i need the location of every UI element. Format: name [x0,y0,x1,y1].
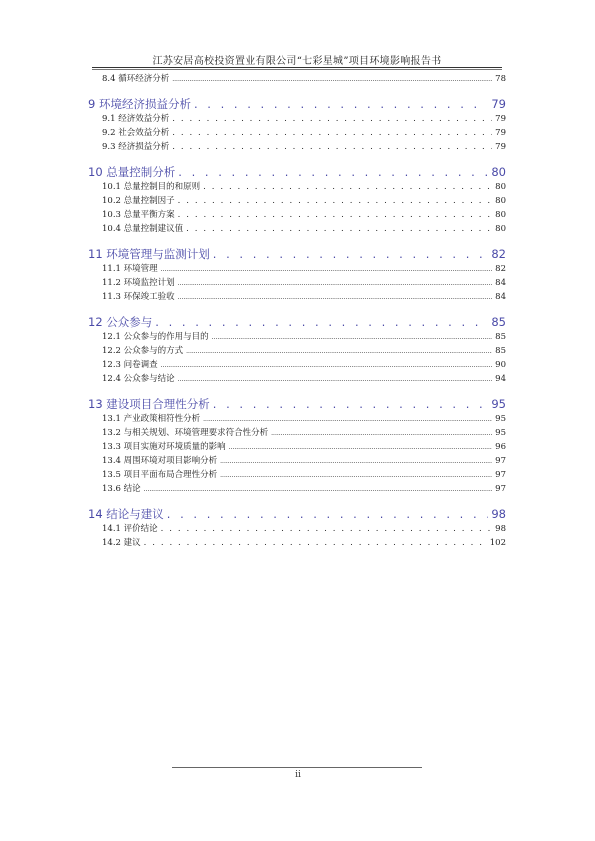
toc-entry-page: 80 [495,224,506,234]
toc-entry[interactable] [88,222,506,236]
toc-entry-label: 13.4 周围环境对项目影响分析 [102,456,218,466]
toc-leader [161,266,493,273]
toc-chapter-page: 80 [491,165,506,179]
header-rule [92,67,502,68]
toc-chapter-label: 10 总量控制分析 [88,165,176,179]
toc-entry-label: 11.1 环境管理 [102,264,158,274]
toc-leader [155,315,488,329]
toc-entry-page: 85 [495,346,506,356]
table-of-contents [88,72,506,550]
toc-entry-page: 85 [495,332,506,342]
toc-chapter-label: 14 结论与建议 [88,507,164,521]
toc-entry-label: 10.4 总量控制建议值 [102,224,184,234]
toc-entry-page: 82 [495,264,506,274]
toc-chapter-page: 85 [491,315,506,329]
toc-leader [220,458,492,465]
toc-entry[interactable] [88,440,506,454]
toc-entry-label: 14.1 评价结论 [102,524,158,534]
page-number: ii [295,770,301,780]
toc-entry-page: 80 [495,182,506,192]
toc-entry[interactable] [88,208,506,222]
toc-leader [178,210,493,220]
toc-entry-page: 79 [495,114,506,124]
toc-leader [194,97,488,111]
toc-entry-label: 12.4 公众参与结论 [102,374,175,384]
toc-chapter-label: 12 公众参与 [88,315,153,329]
toc-entry[interactable] [88,536,506,550]
toc-leader [229,444,493,451]
toc-chapter-page: 95 [491,397,506,411]
toc-leader [203,182,492,192]
toc-chapter-4[interactable] [88,396,506,412]
footer-rule [172,767,422,768]
toc-entry-page: 95 [495,428,506,438]
toc-entry-page: 84 [495,292,506,302]
toc-entry-label: 10.2 总量控制因子 [102,196,175,206]
toc-leader [213,397,489,411]
toc-entry-label: 9.2 社会效益分析 [102,128,170,138]
toc-entry-page: 97 [495,456,506,466]
toc-entry-8-4[interactable] [88,72,506,86]
toc-leader [220,472,492,479]
toc-entry-page: 94 [495,374,506,384]
toc-leader [178,294,493,301]
page-header: 江苏安居高校投资置业有限公司“七彩星城”项目环境影响报告书 [152,56,442,67]
toc-entry-label: 12.3 问卷调查 [102,360,158,370]
toc-entry[interactable] [88,276,506,290]
toc-leader [161,362,493,369]
toc-leader [186,348,492,355]
toc-entry-label: 8.4 循环经济分析 [102,74,170,84]
toc-entry-page: 78 [495,74,506,84]
toc-entry[interactable] [88,412,506,426]
toc-entry[interactable] [88,112,506,126]
toc-leader [212,334,493,341]
toc-leader [144,486,493,493]
toc-chapter-label: 13 建设项目合理性分析 [88,397,210,411]
toc-leader [186,224,492,234]
toc-entry-page: 79 [495,128,506,138]
toc-entry-label: 14.2 建议 [102,538,141,548]
toc-chapter-label: 9 环境经济损益分析 [88,97,191,111]
toc-entry[interactable] [88,194,506,208]
toc-chapter-page: 79 [491,97,506,111]
toc-entry[interactable] [88,468,506,482]
toc-entry[interactable] [88,330,506,344]
toc-chapter-page: 82 [491,247,506,261]
toc-entry-page: 96 [495,442,506,452]
toc-chapter-3[interactable] [88,314,506,330]
toc-entry-page: 97 [495,484,506,494]
toc-leader [144,538,487,548]
toc-entry-page: 97 [495,470,506,480]
toc-entry[interactable] [88,358,506,372]
toc-entry[interactable] [88,372,506,386]
toc-entry-label: 11.3 环保竣工验收 [102,292,175,302]
toc-entry-page: 80 [495,210,506,220]
toc-leader [161,524,493,534]
toc-entry[interactable] [88,426,506,440]
toc-entry[interactable] [88,454,506,468]
toc-entry-label: 13.1 产业政策相符性分析 [102,414,201,424]
header-rule-thin [92,69,502,70]
toc-entry-label: 10.3 总量平衡方案 [102,210,175,220]
toc-entry-label: 9.1 经济效益分析 [102,114,170,124]
toc-entry-page: 80 [495,196,506,206]
toc-entry[interactable] [88,140,506,154]
toc-entry-label: 13.6 结论 [102,484,141,494]
toc-leader [203,416,492,423]
toc-chapter-1[interactable] [88,164,506,180]
toc-chapter-label: 11 环境管理与监测计划 [88,247,210,261]
toc-leader [167,507,489,521]
toc-entry-label: 13.5 项目平面布局合理性分析 [102,470,218,480]
toc-entry[interactable] [88,180,506,194]
toc-entry-label: 12.2 公众参与的方式 [102,346,184,356]
toc-entry-label: 9.3 经济损益分析 [102,142,170,152]
toc-entry-page: 79 [495,142,506,152]
toc-leader [178,165,488,179]
toc-entry-label: 10.1 总量控制目的和原则 [102,182,201,192]
toc-entry[interactable] [88,344,506,358]
toc-entry-page: 95 [495,414,506,424]
toc-chapter-5[interactable] [88,506,506,522]
toc-leader [271,430,492,437]
toc-entry[interactable] [88,262,506,276]
toc-leader [178,376,493,383]
toc-entry-page: 90 [495,360,506,370]
toc-leader [172,114,492,124]
toc-entry-label: 11.2 环境监控计划 [102,278,175,288]
toc-leader [178,280,493,287]
toc-chapter-2[interactable] [88,246,506,262]
toc-entry[interactable] [88,126,506,140]
toc-chapter-0[interactable] [88,96,506,112]
toc-entry-label: 13.3 项目实施对环境质量的影响 [102,442,226,452]
toc-entry[interactable] [88,522,506,536]
toc-entry-page: 102 [489,538,506,548]
toc-leader [172,76,492,83]
toc-entry[interactable] [88,482,506,496]
toc-leader [172,128,492,138]
toc-leader [213,247,489,261]
toc-leader [178,196,493,206]
toc-entry-label: 13.2 与相关规划、环境管理要求符合性分析 [102,428,269,438]
toc-entry-page: 98 [495,524,506,534]
toc-entry-page: 84 [495,278,506,288]
toc-entry[interactable] [88,290,506,304]
toc-leader [172,142,492,152]
toc-chapter-page: 98 [491,507,506,521]
toc-entry-label: 12.1 公众参与的作用与目的 [102,332,209,342]
